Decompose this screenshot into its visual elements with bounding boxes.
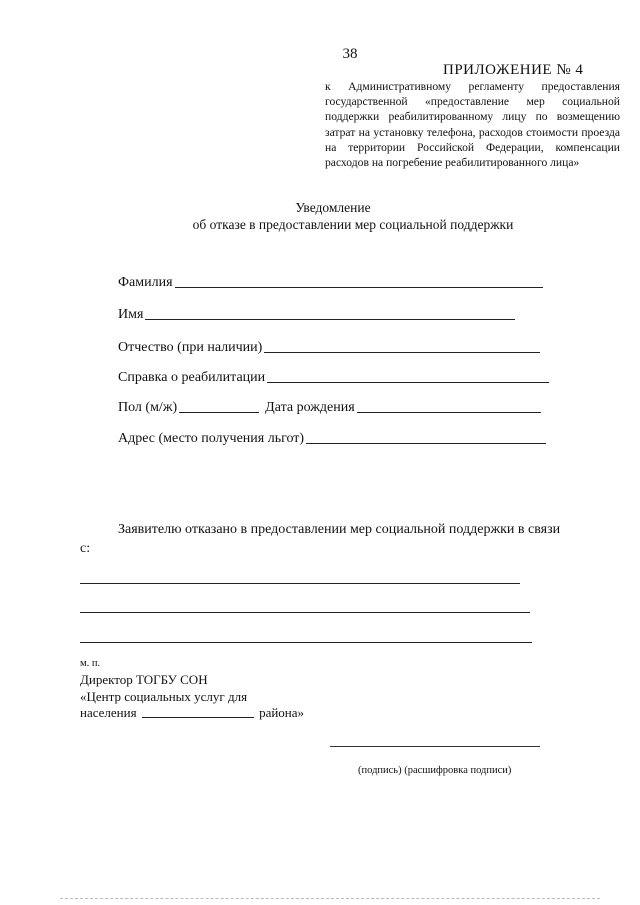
- name-field: [118, 307, 515, 323]
- reason-line-3[interactable]: [80, 641, 532, 643]
- address-label: Адрес (место получения льгот): [118, 431, 305, 446]
- reason-line-2[interactable]: [80, 611, 530, 613]
- rehab-certificate-line[interactable]: [267, 381, 549, 383]
- footer-divider: [60, 897, 600, 899]
- notice-subtitle: об отказе в предоставлении мер социальной поддержки: [192, 217, 514, 232]
- patronymic-label: Отчество (при наличии): [118, 340, 263, 355]
- stamp-place: м. п.: [80, 658, 101, 669]
- name-line[interactable]: [145, 318, 515, 320]
- notice-title: Уведомление: [295, 200, 371, 215]
- director-title: Директор ТОГБУ СОН: [80, 672, 208, 687]
- sex-line[interactable]: [179, 411, 259, 413]
- sex-birthdate-field: [118, 400, 541, 416]
- reason-line-1[interactable]: [80, 582, 520, 584]
- name-label: Имя: [118, 307, 144, 322]
- birth-date-label: Дата рождения: [265, 400, 355, 415]
- district-line-row: [80, 704, 304, 721]
- district-prefix: населения: [80, 705, 137, 720]
- patronymic-line[interactable]: [264, 351, 540, 353]
- refusal-text: Заявителю отказано в предоставлении мер социальной поддержки в связи: [118, 522, 561, 537]
- rehab-certificate-label: Справка о реабилитации: [118, 370, 266, 385]
- birth-date-line[interactable]: [357, 411, 541, 413]
- signature-caption: (подпись) (расшифровка подписи): [358, 765, 512, 776]
- refusal-continuation: с:: [80, 541, 91, 556]
- district-blank[interactable]: [142, 716, 254, 718]
- rehab-certificate-field: [118, 370, 549, 386]
- center-name: «Центр социальных услуг для: [80, 689, 248, 704]
- appendix-note: к Административному регламенту предоставления государственной «предоставление мер социальной поддержки реабилитированному лицу по возмещению затрат на установку телефона, расходов стоимости проезда на территории Российской Федерации, компенсации расходов на погребение реабилитированного лица»: [325, 80, 620, 170]
- district-suffix: района»: [259, 705, 305, 720]
- surname-label: Фамилия: [118, 275, 173, 290]
- page-number: 38: [342, 46, 358, 62]
- appendix-title: ПРИЛОЖЕНИЕ № 4: [443, 62, 584, 78]
- address-line[interactable]: [306, 442, 546, 444]
- signature-line[interactable]: [330, 745, 540, 747]
- address-field: [118, 431, 546, 447]
- surname-field: [118, 275, 543, 291]
- patronymic-field: [118, 340, 540, 356]
- sex-label: Пол (м/ж): [118, 400, 178, 415]
- surname-line[interactable]: [175, 286, 543, 288]
